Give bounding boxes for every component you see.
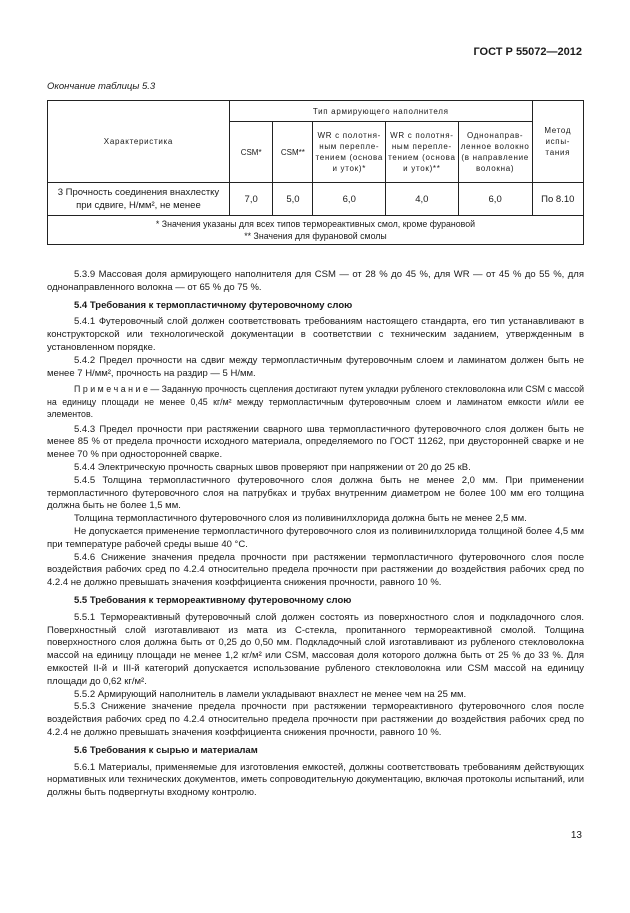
paragraph-5-4-2: 5.4.2 Предел прочности на сдвиг между термопластичным футеровочным слоем и ламинатом должен быть не менее 7 Н/мм², прочность на раздир — 5 Н/мм. <box>47 354 584 379</box>
col-characteristic: Характеристика <box>48 101 230 183</box>
test-method: По 8.10 <box>532 183 583 216</box>
paragraph-5-4-3: 5.4.3 Предел прочности при растяжении сварного шва термопластичного футеровочного слоя должен быть не менее 85 % от предела прочности исходного материала, определяемого по ГОСТ 11262, при двусторонней сварке и не менее 70 % при односторонней сварке. <box>47 423 584 461</box>
paragraph-5-4-1: 5.4.1 Футеровочный слой должен соответствовать требованиям настоящего стандарта, его тип устанавливают в конструкторской или технологической документации в соответствии с техническим заданием, утвержденным в установленном порядке. <box>47 316 584 353</box>
paragraph-5-5-1: 5.5.1 Термореактивный футеровочный слой должен состоять из поверхностного слоя и подкладочного слоя. Поверхностный слой изготавливают из мата из С-стекла, пропитанного термореактивной смолой. Толщина поверхностного слоя должна быть от 0,25 до 0,50 мм. Подкладочный слой изготавливают из рубленого стекловолокна массой на единицу площади не менее 1,2 кг/м² или CSM, массовая доля которого должна быть от 25 % до 33 %. Для емкостей II-й и III-й категорий допускается использование рубленого стекловолокна или CSM массой на единицу площади до 0,62 кг/м². <box>47 611 584 687</box>
col-filler-type: Тип армирующего наполнителя <box>229 101 532 122</box>
paragraph-5-4-5: 5.4.5 Толщина термопластичного футеровочного слоя должна быть не менее 2,0 мм. При применении термопластичного футеровочного слоя на патрубках и трубах внутренним диаметром не более 100 мм его толщина должна быть не более 1,5 мм. <box>47 474 584 512</box>
properties-table <box>47 100 584 245</box>
heading-5-6: 5.6 Требования к сырью и материалам <box>74 744 258 756</box>
table-note-2: ** Значения для фурановой смолы <box>244 231 387 241</box>
paragraph-5-5-3: 5.5.3 Снижение значение предела прочности при растяжении термореактивного футеровочного слоя после воздействия рабочих сред по 4.2.4 относительно предела прочности при растяжении до воздействия рабочих сред по 4.2.4 не должно превышать значения коэффициента снижения прочности, равного 10 %. <box>47 701 584 738</box>
row-characteristic: 3 Прочность соединения внахлестку при сдвиге, Н/мм², не менее <box>48 183 230 216</box>
value-csm-1: 7,0 <box>229 183 273 216</box>
note-5-4-2: П р и м е ч а н и е — Заданную прочность сцепления достигают путем укладки рубленого стекловолокна или CSM с массой на единицу площади не менее 0,45 кг/м² между термопластичным футеровочным слоем и ламинатом емкости и/или ее элементов. <box>47 384 584 420</box>
paragraph-5-4-5-pvc: Толщина термопластичного футеровочного слоя из поливинилхлорида должна быть не менее 2,5 мм. <box>74 513 527 525</box>
heading-5-5: 5.5 Требования к термореактивному футеровочному слою <box>74 594 352 606</box>
paragraph-5-4-4: 5.4.4 Электрическую прочность сварных швов проверяют при напряжении от 20 до 25 кВ. <box>74 461 471 473</box>
col-unidirectional: Однонаправ- ленное волокно (в направление волокна) <box>458 122 532 183</box>
col-wr-1: WR с полотня- ным перепле- тением (основа и уток)* <box>313 122 386 183</box>
table-caption: Окончание таблицы 5.3 <box>47 81 156 92</box>
col-method: Метод испы- тания <box>532 101 583 183</box>
value-unidirectional: 6,0 <box>458 183 532 216</box>
col-csm-1: CSM* <box>229 122 273 183</box>
document-code: ГОСТ Р 55072—2012 <box>473 46 582 58</box>
value-wr-2: 4,0 <box>386 183 459 216</box>
paragraph-5-6-1: 5.6.1 Материалы, применяемые для изготовления емкостей, должны соответствовать требованиям действующих нормативных или технических документов, иметь сопроводительную документацию, включая протоколы испытаний, или должны быть подвергнуты входному контролю. <box>47 761 584 799</box>
main-text <box>47 269 584 800</box>
page-number: 13 <box>570 830 582 841</box>
value-csm-2: 5,0 <box>273 183 313 216</box>
paragraph-5-4-5-limit: Не допускается применение термопластичного футеровочного слоя из поливинилхлорида толщиной более 4,5 мм при температуре рабочей среды выше 40 °С. <box>47 525 584 550</box>
paragraph-5-5-2: 5.5.2 Армирующий наполнитель в ламели укладывают внахлест не менее чем на 25 мм. <box>74 688 467 700</box>
col-wr-2: WR с полотня- ным перепле- тением (основа и уток)** <box>386 122 459 183</box>
heading-5-4: 5.4 Требования к термопластичному футеровочному слою <box>74 299 353 311</box>
table-notes <box>48 216 584 245</box>
paragraph-5-3-9: 5.3.9 Массовая доля армирующего наполнителя для CSM — от 28 % до 45 %, для WR — от 45 % до 55 %, для однонаправленного волокна — от 65 % до 75 %. <box>47 269 584 293</box>
paragraph-5-4-6: 5.4.6 Снижение значения предела прочности при растяжении термопластичного футеровочного слоя после воздействия рабочих сред по 4.2.4 относительно предела прочности при растяжении до воздействия рабочих сред по 4.2.4 не должно превышать значения коэффициента снижения прочности, равного 10 %. <box>47 551 584 589</box>
table-note-1: * Значения указаны для всех типов термореактивных смол, кроме фурановой <box>155 219 476 229</box>
value-wr-1: 6,0 <box>313 183 386 216</box>
col-csm-2: CSM** <box>273 122 313 183</box>
